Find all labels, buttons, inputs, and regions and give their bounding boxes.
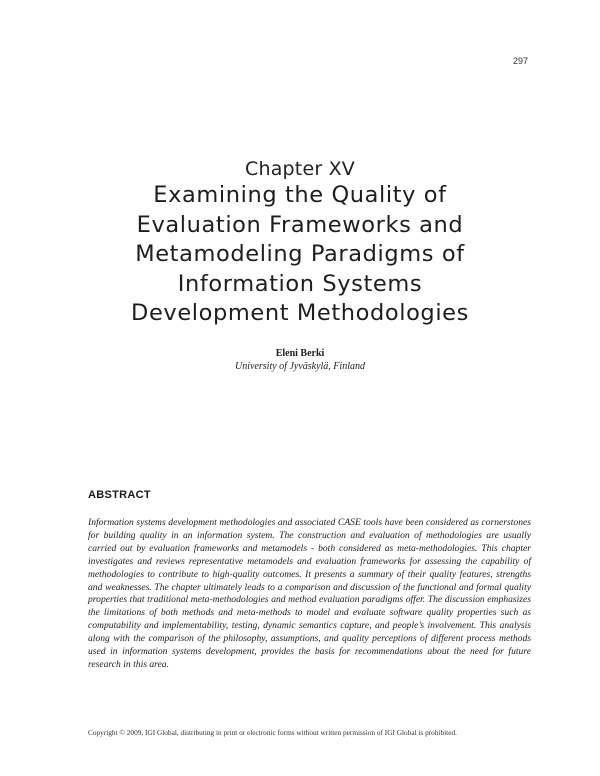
title-line: Examining the Quality of: [153, 182, 447, 208]
author-name: Eleni Berki: [275, 348, 325, 359]
abstract-body: Information systems development methodologies and associated CASE tools have been considered as cornerstones for building quality in an information system. The construction and evaluation of methodologies are usually carried out by evaluation frameworks and metamodels - both considered as meta-methodologies. This chapter investigates and reviews representative metamodels and evaluation frameworks for assessing the capability of methodologies to contribute to high-quality outcomes. It presents a summary of their quality features, strengths and weaknesses. The chapter ultimately leads to a comparison and discussion of the functional and formal quality properties that traditional meta-methodologies and method evaluation paradigms offer. The discussion emphasizes the limitations of both methods and meta-methods to model and evaluate software quality properties such as computability and implementability, testing, dynamic semantics capture, and people’s involvement. This analysis along with the comparison of the philosophy, assumptions, and quality perceptions of different process methods used in information systems development, provides the basis for recommendations about the need for future research in this area.: [88, 517, 531, 670]
chapter-label: Chapter XV: [244, 158, 356, 180]
abstract-heading: ABSTRACT: [88, 489, 151, 501]
chapter-title: [60, 181, 540, 329]
author-affiliation: University of Jyväskylä, Finland: [235, 361, 365, 372]
title-line: Evaluation Frameworks and: [136, 211, 464, 238]
page-number: 297: [512, 56, 528, 66]
title-line: Metamodeling Paradigms of: [135, 241, 465, 267]
title-line: Information Systems: [177, 270, 423, 297]
title-line: Development Methodologies: [131, 300, 469, 326]
copyright-notice: Copyright © 2009, IGI Global, distributing in print or electronic forms without written permission of IGI Global is prohibited.: [88, 728, 457, 737]
